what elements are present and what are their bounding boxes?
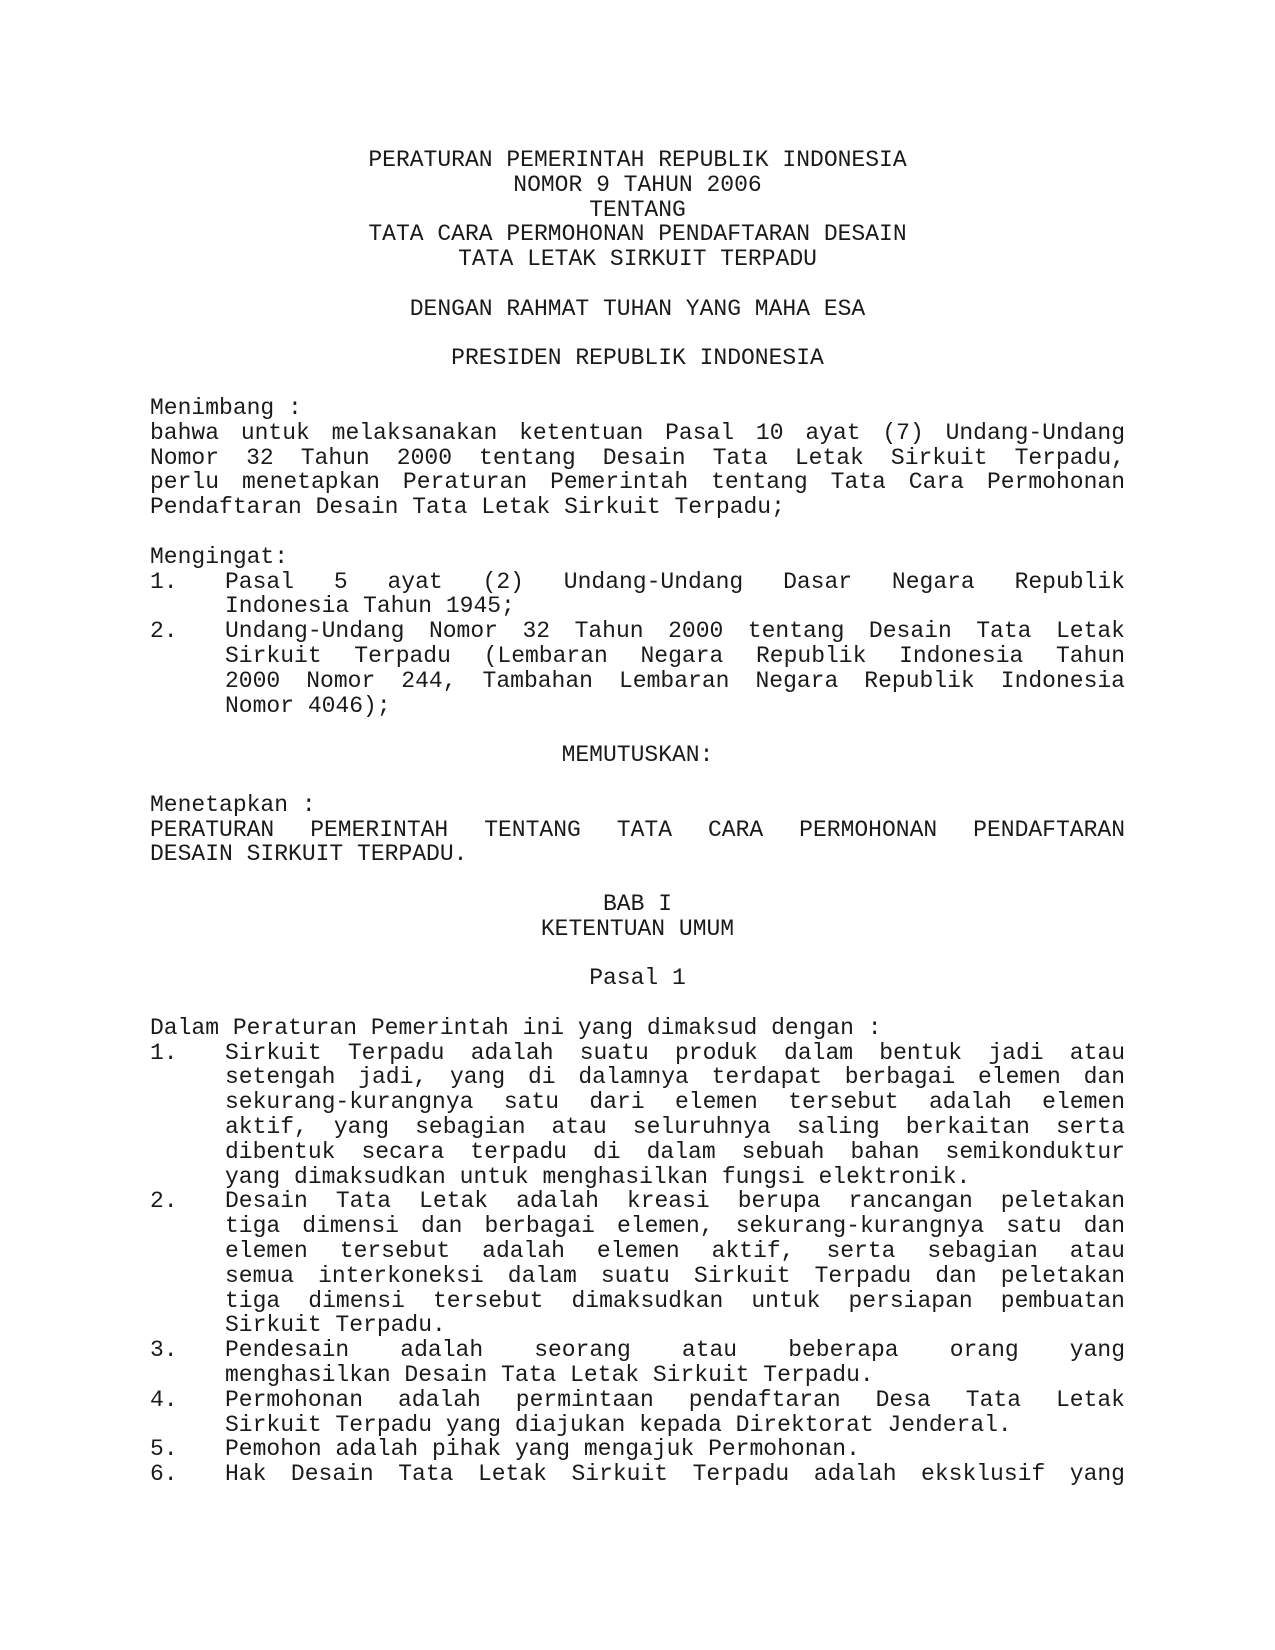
list-item (150, 1189, 1125, 1338)
list-item-line: sekurang-kurangnya satu dari elemen tersebut adalah elemen (225, 1089, 1125, 1116)
menimbang-line: perlu menetapkan Peraturan Pemerintah tentang Tata Cara Permohonan (150, 469, 1125, 496)
list-item-line: elemen tersebut adalah elemen aktif, serta sebagian atau (225, 1238, 1125, 1265)
chapter-subtitle: KETENTUAN UMUM (540, 915, 735, 942)
list-item-line: 2000 Nomor 244, Tambahan Lembaran Negara Republik Indonesia (225, 667, 1125, 694)
menimbang-line: Nomor 32 Tahun 2000 tentang Desain Tata Letak Sirkuit Terpadu, (150, 444, 1125, 471)
list-item-line: Desain Tata Letak adalah kreasi berupa rancangan peletakan (225, 1188, 1125, 1215)
president-heading: PRESIDEN REPUBLIK INDONESIA (451, 345, 824, 372)
menetapkan-section (150, 793, 1125, 867)
definitions-intro: Dalam Peraturan Pemerintah ini yang dimaksud dengan : (150, 1014, 882, 1041)
list-item (150, 1041, 1125, 1190)
document-subject-line-2: TATA LETAK SIRKUIT TERPADU (458, 246, 817, 273)
list-item-line: dibentuk secara terpadu di dalam sebuah bahan semikonduktur (225, 1138, 1125, 1165)
list-item (150, 1437, 1125, 1462)
list-item-number: 3. (150, 1337, 178, 1364)
list-item-line: setengah jadi, yang di dalamnya terdapat berbagai elemen dan (225, 1064, 1125, 1091)
chapter-title: BAB I (602, 890, 672, 917)
list-item-line: semua interkoneksi dalam suatu Sirkuit Terpadu dan peletakan (225, 1262, 1125, 1289)
list-item-line: tiga dimensi dan berbagai elemen, sekurang-kurangnya satu dan (225, 1213, 1125, 1240)
document-number: NOMOR 9 TAHUN 2006 (513, 171, 762, 198)
document-subject-line-1: TATA CARA PERMOHONAN PENDAFTARAN DESAIN (368, 221, 907, 248)
list-item-number: 2. (150, 618, 178, 645)
document-title: PERATURAN PEMERINTAH REPUBLIK INDONESIA (368, 147, 907, 173)
definitions-section (150, 1016, 1125, 1487)
list-item-line: aktif, yang sebagian atau seluruhnya saling berkaitan serta (225, 1114, 1125, 1141)
list-item (150, 619, 1125, 718)
document-tentang: TENTANG (589, 196, 686, 223)
list-item-line: menghasilkan Desain Tata Letak Sirkuit Terpadu. (225, 1362, 874, 1389)
list-item-number: 2. (150, 1188, 178, 1215)
list-item-number: 4. (150, 1386, 178, 1413)
mengingat-section (150, 545, 1125, 719)
menimbang-section (150, 396, 1125, 520)
memutuskan-heading: MEMUTUSKAN: (561, 742, 714, 769)
list-item-line: yang dimaksudkan untuk menghasilkan fungsi elektronik. (225, 1163, 971, 1190)
list-item-line: Indonesia Tahun 1945; (225, 593, 515, 620)
list-item (150, 570, 1125, 620)
menetapkan-line: DESAIN SIRKUIT TERPADU. (150, 841, 468, 868)
menimbang-label: Menimbang : (150, 394, 302, 421)
list-item-line: Nomor 4046); (225, 692, 391, 719)
list-item-line: Pemohon adalah pihak yang mengajuk Permohonan. (225, 1436, 860, 1463)
list-item-number: 5. (150, 1436, 178, 1463)
list-item (150, 1338, 1125, 1388)
list-item-line: Pendesain adalah seorang atau beberapa orang yang (225, 1337, 1125, 1364)
list-item-line: Permohonan adalah permintaan pendaftaran Desa Tata Letak (225, 1386, 1125, 1413)
list-item (150, 1388, 1125, 1438)
list-item-line: tiga dimensi tersebut dimaksudkan untuk persiapan pembuatan (225, 1287, 1125, 1314)
menimbang-line: Pendaftaran Desain Tata Letak Sirkuit Terpadu; (150, 494, 785, 521)
document-page (150, 148, 1125, 1487)
menimbang-line: bahwa untuk melaksanakan ketentuan Pasal 10 ayat (7) Undang-Undang (150, 419, 1125, 446)
list-item-line: Undang-Undang Nomor 32 Tahun 2000 tentang Desain Tata Letak (225, 618, 1125, 645)
list-item-number: 1. (150, 1039, 178, 1066)
list-item-line: Hak Desain Tata Letak Sirkuit Terpadu adalah eksklusif yang (225, 1461, 1125, 1488)
list-item-line: Sirkuit Terpadu adalah suatu produk dalam bentuk jadi atau (225, 1039, 1125, 1066)
list-item (150, 1462, 1125, 1487)
mengingat-label: Mengingat: (150, 543, 289, 570)
list-item-line: Pasal 5 ayat (2) Undang-Undang Dasar Negara Republik (225, 568, 1125, 595)
menetapkan-line: PERATURAN PEMERINTAH TENTANG TATA CARA PERMOHONAN PENDAFTARAN (150, 816, 1125, 843)
list-item-line: Sirkuit Terpadu yang diajukan kepada Direktorat Jenderal. (225, 1411, 1012, 1438)
list-item-number: 6. (150, 1461, 178, 1488)
invocation: DENGAN RAHMAT TUHAN YANG MAHA ESA (409, 295, 866, 322)
list-item-number: 1. (150, 568, 178, 595)
menetapkan-label: Menetapkan : (150, 791, 316, 818)
list-item-line: Sirkuit Terpadu. (225, 1312, 446, 1339)
list-item-line: Sirkuit Terpadu (Lembaran Negara Republik Indonesia Tahun (225, 642, 1125, 669)
article-heading: Pasal 1 (589, 965, 686, 992)
